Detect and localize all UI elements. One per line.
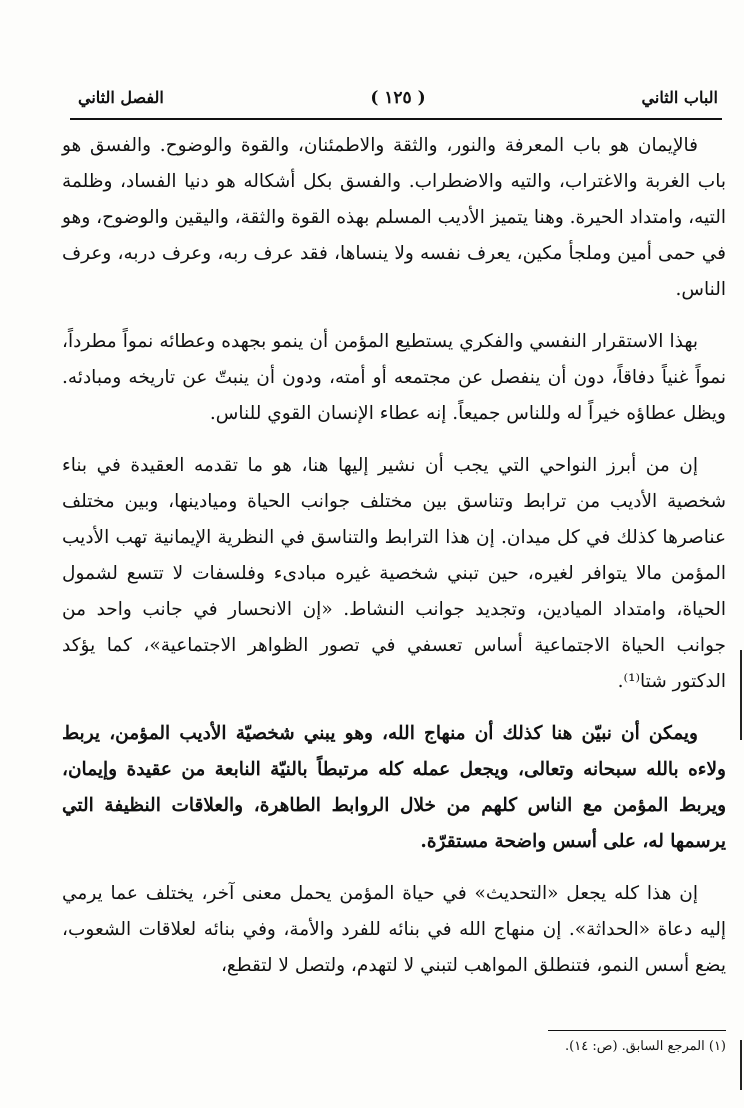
running-header [78,84,718,114]
header-divider [70,118,722,120]
paragraph-4: ويمكن أن نبيّن هنا كذلك أن منهاج الله، وهو يبني شخصيّة الأديب المؤمن، يربط ولاءه بالله سبحانه وتعالى، ويجعل عمله كله مرتبطاً بالنيّة النابعة من عقيدة وإيمان، ويربط المؤمن مع الناس كلهم من خلال الروابط الطاهرة، والعلاقات النظيفة التي يرسمها له، على أسس واضحة مستقرّة. [62,723,726,852]
chapter-title: الباب الثاني [641,88,718,107]
scan-edge-mark [740,1040,742,1090]
paragraph-3: إن من أبرز النواحي التي يجب أن نشير إليها هنا، هو ما تقدمه العقيدة في بناء شخصية الأديب من ترابط وتناسق بين مختلف جوانب الحياة وميادينها، وبين مختلف عناصرها كذلك في كل ميدان. إن هذا الترابط والتناسق في النظرية الإيمانية تهب الأديب المؤمن مالا يتوافر لغيره، حين تبني شخصية غيره مبادىء وفلسفات لا تتسع لشمول الحياة، وامتداد الميادين، وتجديد جوانب النشاط. «إن الانحسار في جانب واحد من جوانب الحياة الاجتماعية أساس تعسفي في تصور الظواهر الاجتماعية»، كما يؤكد الدكتور شتا⁽¹⁾. [62,455,726,692]
footnote-divider [548,1030,726,1031]
paragraph-1: فالإيمان هو باب المعرفة والنور، والثقة والاطمئنان، والقوة والوضوح. والفسق هو باب الغربة والاغتراب، والتيه والاضطراب. والفسق بكل أشكاله هو دنيا الفساد، وظلمة التيه، وامتداد الحيرة. وهنا يتميز الأديب المسلم بهذه القوة والثقة، واليقين والوضوح، وهو في حمى أمين وملجأ مكين، يعرف نفسه ولا ينساها، فقد عرف ربه، وعرف دربه، وعرف الناس. [62,135,726,300]
section-title: الفصل الثاني [78,88,164,107]
paragraph-2: بهذا الاستقرار النفسي والفكري يستطيع المؤمن أن ينمو بجهده وعطائه نمواً مطرداً، نمواً غنياً دفاقاً، دون أن ينفصل عن مجتمعه أو أمته، ودون أن ينبتّ عن تاريخه ومبادئه. ويظل عطاؤه خيراً له وللناس جميعاً. إنه عطاء الإنسان القوي للناس. [62,331,726,424]
footnote: (١) المرجع السابق. (ص: ١٤). [565,1039,726,1054]
page-number: ( ١٢٥ ) [370,88,426,108]
paragraph-5: إن هذا كله يجعل «التحديث» في حياة المؤمن يحمل معنى آخر، يختلف عما يرمي إليه دعاة «الحداثة». إن منهاج الله في بنائه للفرد والأمة، وفي بنائه لعلاقات الشعوب، يضع أسس النمو، فتنطلق المواهب لتبني لا لتهدم، ولتصل لا لتقطع، [62,883,726,976]
body-text [62,128,726,1000]
scan-edge-mark [740,650,742,740]
